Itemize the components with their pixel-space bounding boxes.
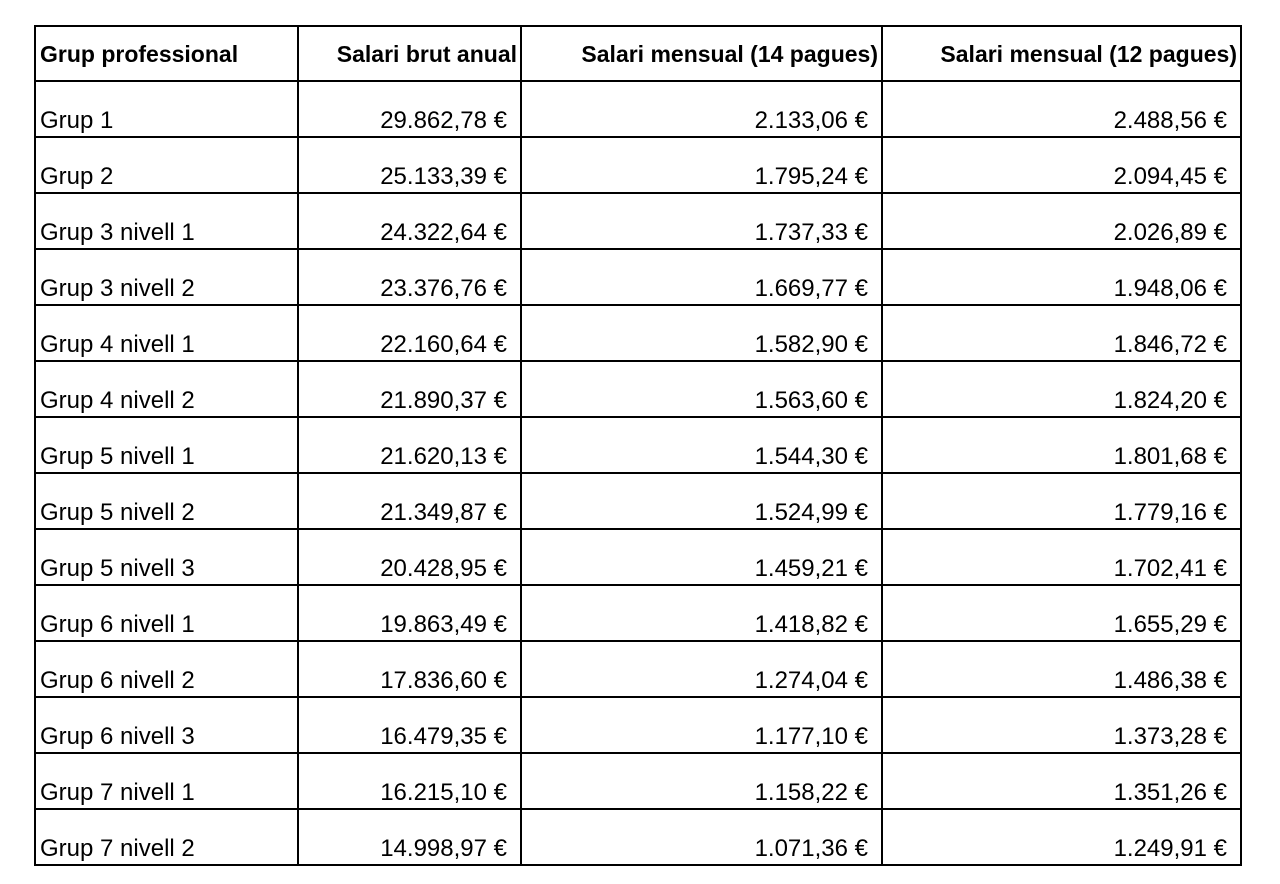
- table-row: [35, 753, 1241, 809]
- cell-grup: Grup 5 nivell 1: [35, 417, 298, 473]
- cell-salari-brut-anual: 21.890,37 €: [298, 361, 521, 417]
- cell-salari-mensual-14: 1.669,77 €: [521, 249, 882, 305]
- table-row: [35, 81, 1241, 137]
- cell-salari-mensual-14: 1.524,99 €: [521, 473, 882, 529]
- cell-salari-mensual-12: 1.702,41 €: [882, 529, 1241, 585]
- cell-grup: Grup 5 nivell 2: [35, 473, 298, 529]
- cell-salari-mensual-14: 1.544,30 €: [521, 417, 882, 473]
- cell-grup: Grup 6 nivell 2: [35, 641, 298, 697]
- cell-grup: Grup 5 nivell 3: [35, 529, 298, 585]
- cell-grup: Grup 1: [35, 81, 298, 137]
- cell-salari-mensual-12: 1.846,72 €: [882, 305, 1241, 361]
- header-salari-mensual-12: Salari mensual (12 pagues): [882, 26, 1241, 81]
- cell-salari-mensual-14: 1.563,60 €: [521, 361, 882, 417]
- cell-salari-brut-anual: 17.836,60 €: [298, 641, 521, 697]
- salary-table: [34, 25, 1242, 866]
- cell-salari-mensual-14: 1.177,10 €: [521, 697, 882, 753]
- cell-salari-brut-anual: 16.479,35 €: [298, 697, 521, 753]
- cell-salari-mensual-12: 1.249,91 €: [882, 809, 1241, 865]
- table-row: [35, 193, 1241, 249]
- cell-grup: Grup 2: [35, 137, 298, 193]
- cell-salari-mensual-12: 2.094,45 €: [882, 137, 1241, 193]
- cell-salari-mensual-12: 1.801,68 €: [882, 417, 1241, 473]
- cell-salari-mensual-14: 1.158,22 €: [521, 753, 882, 809]
- table-row: [35, 529, 1241, 585]
- cell-salari-mensual-12: 1.948,06 €: [882, 249, 1241, 305]
- cell-salari-brut-anual: 16.215,10 €: [298, 753, 521, 809]
- table-row: [35, 809, 1241, 865]
- cell-salari-mensual-12: 1.351,26 €: [882, 753, 1241, 809]
- table-row: [35, 697, 1241, 753]
- table-row: [35, 417, 1241, 473]
- table-body: [35, 81, 1241, 865]
- cell-salari-mensual-12: 2.488,56 €: [882, 81, 1241, 137]
- table-row: [35, 473, 1241, 529]
- cell-salari-brut-anual: 21.349,87 €: [298, 473, 521, 529]
- header-row: [35, 26, 1241, 81]
- cell-salari-mensual-14: 1.274,04 €: [521, 641, 882, 697]
- cell-salari-brut-anual: 14.998,97 €: [298, 809, 521, 865]
- cell-salari-mensual-12: 1.824,20 €: [882, 361, 1241, 417]
- table-header: [35, 26, 1241, 81]
- header-grup-professional: Grup professional: [35, 26, 298, 81]
- cell-grup: Grup 6 nivell 3: [35, 697, 298, 753]
- cell-salari-brut-anual: 22.160,64 €: [298, 305, 521, 361]
- cell-salari-mensual-14: 2.133,06 €: [521, 81, 882, 137]
- cell-salari-brut-anual: 20.428,95 €: [298, 529, 521, 585]
- cell-grup: Grup 3 nivell 1: [35, 193, 298, 249]
- cell-salari-mensual-12: 1.486,38 €: [882, 641, 1241, 697]
- cell-salari-mensual-12: 1.779,16 €: [882, 473, 1241, 529]
- header-salari-mensual-14: Salari mensual (14 pagues): [521, 26, 882, 81]
- cell-salari-mensual-14: 1.737,33 €: [521, 193, 882, 249]
- table-row: [35, 585, 1241, 641]
- cell-salari-mensual-14: 1.459,21 €: [521, 529, 882, 585]
- table-row: [35, 249, 1241, 305]
- cell-grup: Grup 7 nivell 2: [35, 809, 298, 865]
- cell-grup: Grup 6 nivell 1: [35, 585, 298, 641]
- cell-salari-mensual-12: 1.655,29 €: [882, 585, 1241, 641]
- cell-grup: Grup 3 nivell 2: [35, 249, 298, 305]
- cell-salari-brut-anual: 24.322,64 €: [298, 193, 521, 249]
- cell-salari-brut-anual: 29.862,78 €: [298, 81, 521, 137]
- cell-salari-mensual-12: 1.373,28 €: [882, 697, 1241, 753]
- cell-salari-brut-anual: 19.863,49 €: [298, 585, 521, 641]
- header-salari-brut-anual: Salari brut anual: [298, 26, 521, 81]
- table-row: [35, 641, 1241, 697]
- cell-salari-brut-anual: 23.376,76 €: [298, 249, 521, 305]
- cell-salari-mensual-14: 1.071,36 €: [521, 809, 882, 865]
- cell-grup: Grup 4 nivell 1: [35, 305, 298, 361]
- cell-salari-mensual-14: 1.418,82 €: [521, 585, 882, 641]
- cell-salari-brut-anual: 25.133,39 €: [298, 137, 521, 193]
- cell-salari-mensual-12: 2.026,89 €: [882, 193, 1241, 249]
- cell-salari-mensual-14: 1.795,24 €: [521, 137, 882, 193]
- table-row: [35, 361, 1241, 417]
- cell-salari-mensual-14: 1.582,90 €: [521, 305, 882, 361]
- cell-salari-brut-anual: 21.620,13 €: [298, 417, 521, 473]
- cell-grup: Grup 7 nivell 1: [35, 753, 298, 809]
- cell-grup: Grup 4 nivell 2: [35, 361, 298, 417]
- table-row: [35, 137, 1241, 193]
- table-row: [35, 305, 1241, 361]
